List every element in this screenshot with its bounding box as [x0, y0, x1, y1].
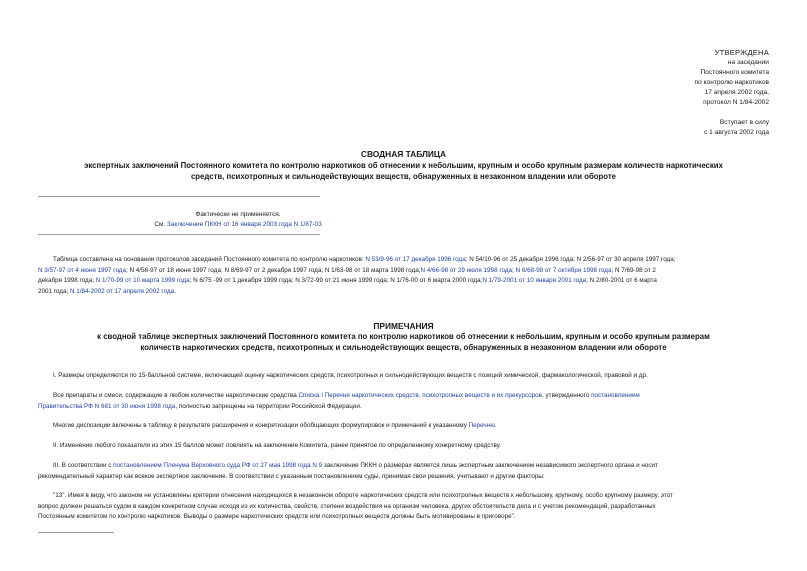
quote-line-2: вопрос должен решаться судом в каждом конкретном случае исходя из их количества, свойств, степени воздействия на организм человека, других обстоятельств дела и с учетом рекомендаций, разработанных	[38, 502, 656, 510]
quote-line-1: "13". Имея в виду, что законом не установлены критерии отнесения находящихся в незаконном обороте наркотических средств или психотропных веществ к небольшому, крупному, особо крупному размеру, этот	[53, 492, 673, 499]
note-text: .	[494, 422, 497, 429]
approval-line: Постоянного комитета	[700, 69, 769, 76]
approval-date: 17 апреля 2002 года,	[704, 89, 769, 96]
note-text: заключение ПККН о размерах является лишь экспертным заключением независимого экспертного органа и носит	[322, 462, 658, 469]
note-text: Многие диспозиции включены в таблицу в результате расширения и конкретизации обобщающих формулировок и примечаний к указанному	[53, 422, 469, 429]
basis-text: Таблица составлена на основании протоколов заседаний Постоянного комитета по контролю наркотиков:	[53, 256, 366, 263]
approval-line: по контролю наркотиков	[694, 79, 769, 86]
approval-protocol: протокол N 1/84-2002	[703, 99, 769, 106]
basis-text: ; N 6/75 -99 от 1 декабря 1999 года; N 3/72-99 от 21 июня 1999 года; N 1/76-00 от 6 марта 2000 года;	[189, 277, 483, 285]
note-2-line-2	[38, 402, 770, 413]
quote-line-3: Постоянным комитетом по контролю наркотиков. Выводы о размере наркотических средств или психотропных веществ должны быть мотивированы в приговоре".	[38, 513, 516, 521]
notes-title: ПРИМЕЧАНИЯ	[373, 321, 434, 331]
note-text: III. В соответствии с	[53, 462, 114, 469]
divider-top	[38, 196, 320, 197]
protocol-link[interactable]: N 3/57-97 от 4 июня 1997 года	[38, 266, 126, 274]
note-2-line-1	[38, 391, 770, 402]
document-title: СВОДНАЯ ТАБЛИЦА	[360, 149, 447, 159]
note-text: , полностью запрещены на территории Российской Федерации.	[175, 402, 362, 410]
protocol-link[interactable]: N 53/9-96 от 17 декабря 1996 года	[365, 256, 466, 263]
basis-text: ; N 54/10-96 от 25 декабря 1996 года; N 2/56-97 от 30 апреля 1997 года;	[465, 256, 676, 263]
protocol-link[interactable]: N 6/68-98 от 7 октября 1998 года	[515, 266, 612, 274]
notes-subtitle-line-1: к сводной таблице экспертных заключений Постоянного комитета по контролю наркотиков об отнесении к небольшим, крупным и особо крупным размерам	[97, 332, 710, 341]
status-line: Фактически не применяется.	[195, 211, 281, 218]
note-text: II. Изменение любого показателя из этих 15 баллов может повлиять на заключение Комитета, ранее принятое по определенному конкретному средству.	[53, 442, 501, 449]
protocol-link[interactable]: N 1/84-2002 от 17 апреля 2002 года	[69, 287, 175, 295]
court-resolution-link[interactable]: постановлением Пленума Верховного суда РФ от 27 мая 1998 года N 9	[113, 462, 323, 469]
basis-line-4	[38, 287, 770, 298]
basis-text: ; N 7/69-98 от 2	[611, 266, 656, 274]
notes-subtitle	[30, 331, 777, 353]
basis-text: ; N 2/80-2001 от 6 марта	[586, 277, 657, 285]
protocol-link[interactable]: N 1/79-2001 от 10 января 2001 года	[482, 277, 587, 285]
basis-text: .	[174, 287, 176, 295]
subtitle-line-1: экспертных заключений Постоянного комитета по контролю наркотиков об отнесении к небольшим, крупным и особо крупным размерам количеств наркотических	[84, 161, 723, 170]
resolution-link[interactable]: Правительства РФ N 681 от 30 июня 1998 года	[38, 402, 176, 410]
list-link[interactable]: Перечню	[468, 422, 495, 429]
note-2	[38, 391, 770, 412]
subtitle-line-2: средств, психотропных и сильнодействующих веществ, обнаруженных в незаконном владении или обороте	[190, 172, 617, 181]
list-link[interactable]: Списка I Перечня наркотических средств, психотропных веществ и их прекурсоров	[298, 392, 543, 399]
note-3-line	[38, 421, 770, 432]
note-5-line-2: рекомендательный характер как всякое экспертное заключение. В соответствии с указанным постановлением суды, принимая свои решения, учитывают и другие факторы:	[38, 472, 545, 480]
basis-line-3	[38, 276, 770, 287]
note-text: Все препараты и смеси, содержащие в любом количестве наркотические средства	[53, 392, 299, 399]
basis-text: декабря 1998 года;	[38, 277, 96, 285]
note-text: , утвержденного	[542, 392, 592, 399]
footnote-divider	[38, 532, 114, 533]
approval-stamp	[569, 48, 769, 138]
note-3	[38, 421, 770, 432]
approval-line: на заседании	[727, 59, 769, 66]
basis-line-2	[38, 266, 770, 277]
notes-subtitle-line-2: количеств наркотических средств, психотропных и сильнодействующих веществ, обнаруженных в незаконном владении или обороте	[140, 343, 667, 352]
conclusion-link[interactable]: Заключение ПККН от 16 января 2003 года N 1/87-03	[166, 221, 322, 228]
divider-bottom	[38, 234, 320, 235]
document-subtitle	[30, 160, 777, 182]
note-text: I. Размеры определяются по 15-балльной системе, включающей оценку наркотических средств, психотропных и сильнодействующих веществ с позиций химической, фармакологической, правовой и др.	[53, 372, 648, 379]
resolution-link[interactable]: постановлением	[591, 392, 640, 399]
court-quote	[38, 491, 770, 523]
protocol-link[interactable]: N 4/66-98 от 29 июля 1998 года	[420, 266, 513, 274]
basis-paragraph	[38, 255, 770, 297]
note-5	[38, 461, 770, 482]
approval-heading: УТВЕРЖДЕНА	[714, 48, 769, 57]
note-1	[38, 371, 770, 382]
reference-prefix: См.	[154, 221, 167, 228]
effective-date: с 1 августа 2002 года	[704, 129, 769, 136]
basis-text: ; N 4/58-97 от 18 июня 1997 года; N 8/69-97 от 2 декабря 1997 года; N 1/63-98 от 18 марта 1998 года;	[125, 266, 421, 274]
note-4	[38, 441, 770, 452]
spacer	[569, 108, 769, 118]
status-reference	[38, 220, 438, 230]
status-note	[38, 210, 438, 230]
basis-line-1	[38, 255, 770, 266]
effective-line: Вступает в силу	[719, 119, 769, 126]
basis-text: 2001 года;	[38, 287, 70, 295]
protocol-link[interactable]: N 1/70-99 от 10 марта 1999 года	[95, 277, 190, 285]
note-5-line-1	[38, 461, 770, 472]
basis-text: ;	[512, 266, 516, 274]
